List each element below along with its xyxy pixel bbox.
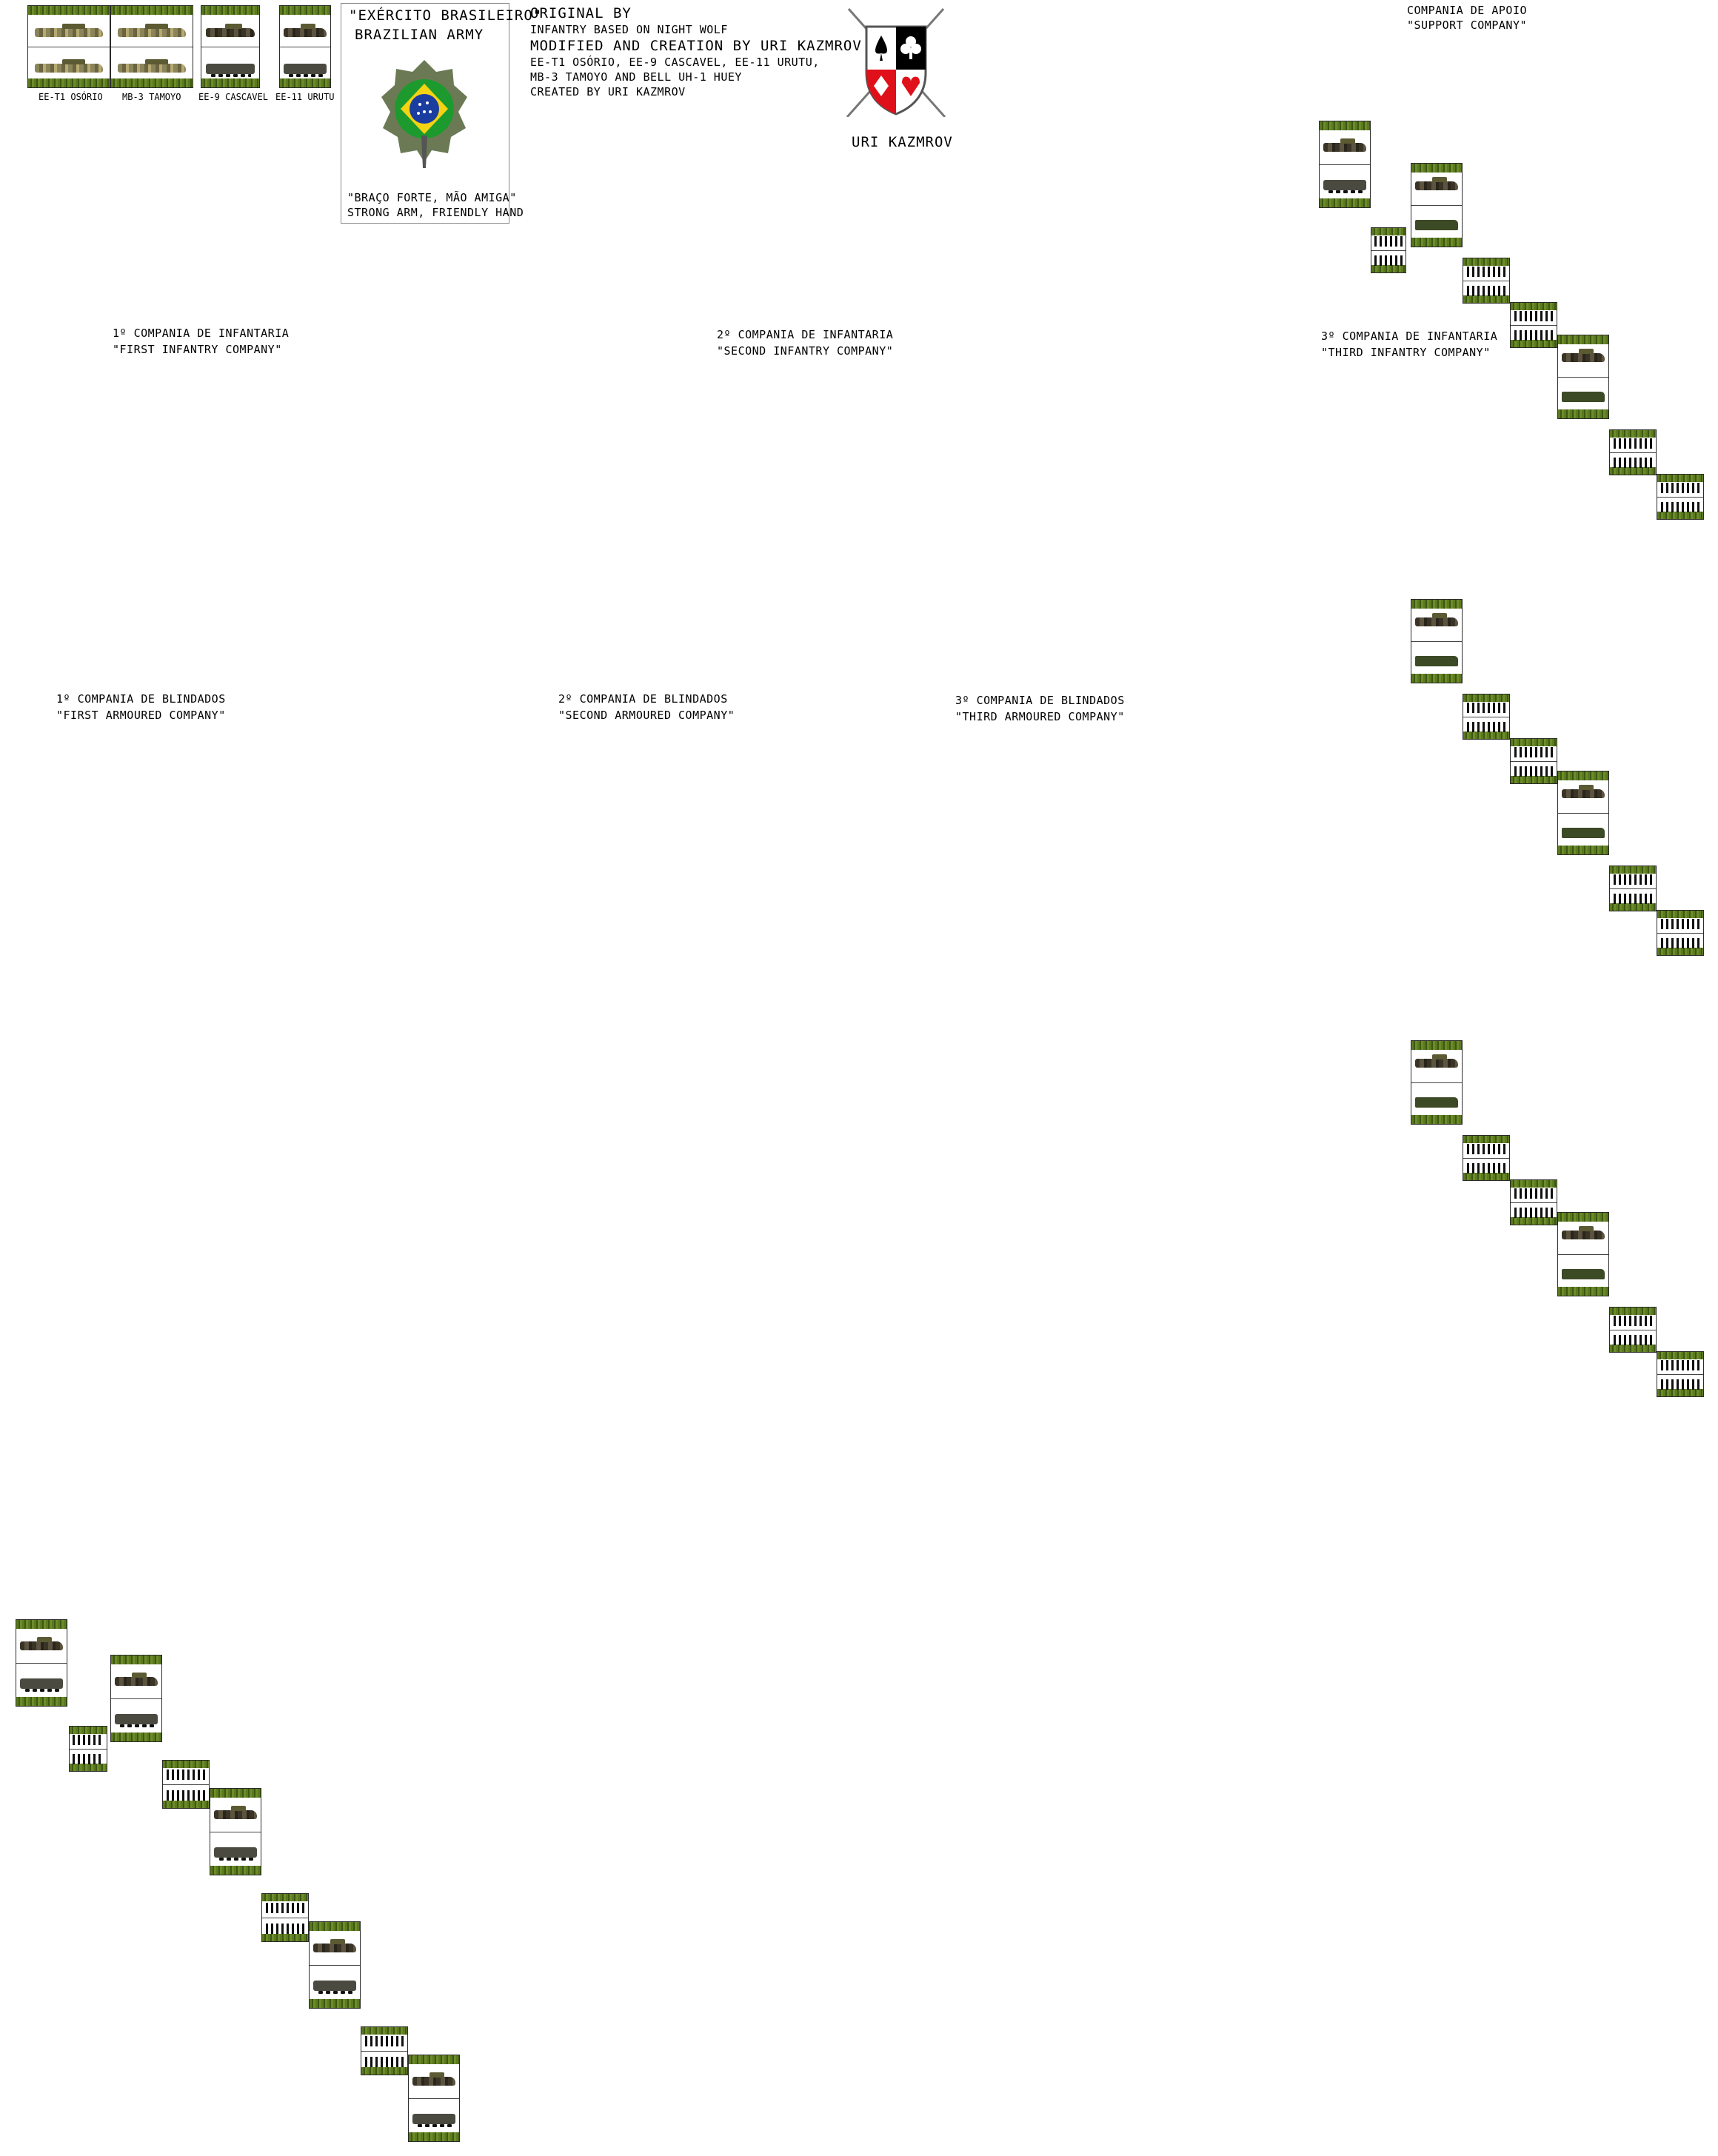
legend-label-cascavel: EE-9 CASCAVEL (198, 92, 268, 102)
support-troop (1511, 739, 1557, 783)
crest-name: URI KAZMROV (852, 134, 953, 150)
army-title: "EXÉRCITO BRASILEIRO" (349, 7, 543, 24)
inf2-title: 2º COMPANIA DE INFANTARIA (717, 328, 894, 341)
legend-label-urutu: EE-11 URUTU (275, 92, 335, 102)
credits-line6: CREATED BY URI KAZMROV (530, 85, 686, 98)
support-truck-counter (1411, 600, 1462, 683)
arm1-subtitle: "FIRST ARMOURED COMPANY" (56, 709, 226, 722)
support-truck-counter (1411, 164, 1462, 247)
support-troop (1610, 430, 1656, 475)
support-truck-counter (1558, 771, 1608, 854)
infantry-troop (163, 1761, 209, 1808)
inf3-title: 3º COMPANIA DE INFANTARIA (1321, 329, 1498, 343)
legend-counter-cascavel (201, 6, 259, 87)
infantry-apc-counter (111, 1656, 161, 1741)
infantry-apc-counter (310, 1922, 360, 2008)
support-troop (1657, 911, 1703, 955)
card-suit-shield-icon (840, 6, 952, 117)
infantry-hq-troop (70, 1727, 107, 1771)
infantry-troop (262, 1894, 308, 1941)
support-troop (1610, 1308, 1656, 1352)
support-troop (1463, 258, 1509, 303)
legend-label-osorio: EE-T1 OSÓRIO (39, 92, 103, 102)
credits-line4: EE-T1 OSÓRIO, EE-9 CASCAVEL, EE-11 URUTU, (530, 56, 820, 69)
infantry-hq-counter (16, 1620, 67, 1706)
counter-tamoyo (111, 6, 193, 87)
inf1-subtitle: "FIRST INFANTRY COMPANY" (113, 343, 282, 356)
crest (840, 6, 952, 117)
credits-block (530, 4, 862, 99)
support-troop (1657, 475, 1703, 519)
legend-counter-urutu (280, 6, 330, 87)
army-motto: "BRAÇO FORTE, MÃO AMIGA" (347, 191, 517, 204)
legend-label-tamoyo: MB-3 TAMOYO (122, 92, 181, 102)
infantry-counters (0, 1161, 1718, 2156)
inf1-title: 1º COMPANIA DE INFANTARIA (113, 327, 290, 340)
support-truck-counter (1411, 1041, 1462, 1124)
support-troop (1511, 303, 1557, 347)
support-troop (1610, 866, 1656, 911)
infantry-apc-counter (409, 2055, 459, 2141)
credits-line5: MB-3 TAMOYO AND BELL UH-1 HUEY (530, 70, 742, 84)
counter-cascavel (201, 6, 259, 87)
army-emblem (380, 58, 469, 170)
counter-osorio (28, 6, 110, 87)
inf3-subtitle: "THIRD INFANTRY COMPANY" (1321, 346, 1491, 359)
support-command-counter (1320, 121, 1370, 207)
credits-line1: ORIGINAL BY (530, 5, 632, 21)
legend-counter-tamoyo (111, 6, 193, 87)
support-troop (1657, 1352, 1703, 1396)
support-troop (1511, 1180, 1557, 1225)
arm2-subtitle: "SECOND ARMOURED COMPANY" (558, 709, 735, 722)
legend-counter-osorio (28, 6, 110, 87)
army-panel (341, 3, 543, 224)
army-subtitle: BRAZILIAN ARMY (355, 27, 484, 43)
support-title: COMPANIA DE APOIO (1407, 4, 1528, 17)
arm3-subtitle: "THIRD ARMOURED COMPANY" (955, 710, 1125, 723)
army-motto-translation: STRONG ARM, FRIENDLY HAND (347, 206, 524, 219)
support-subtitle: "SUPPORT COMPANY" (1407, 19, 1528, 32)
arm1-title: 1º COMPANIA DE BLINDADOS (56, 692, 226, 706)
arm2-title: 2º COMPANIA DE BLINDADOS (558, 692, 728, 706)
infantry-apc-counter (210, 1789, 261, 1875)
arm3-title: 3º COMPANIA DE BLINDADOS (955, 694, 1125, 707)
credits-line2: INFANTRY BASED ON NIGHT WOLF (530, 23, 728, 36)
support-troop (1463, 1136, 1509, 1180)
inf2-subtitle: "SECOND INFANTRY COMPANY" (717, 344, 894, 358)
infantry-troop (361, 2027, 407, 2075)
support-truck-counter (1558, 335, 1608, 418)
support-troop (1463, 694, 1509, 739)
support-command-troop (1371, 228, 1406, 272)
credits-line3: MODIFIED AND CREATION BY URI KAZMROV (530, 38, 862, 54)
counter-urutu (280, 6, 330, 87)
support-truck-counter (1558, 1213, 1608, 1296)
